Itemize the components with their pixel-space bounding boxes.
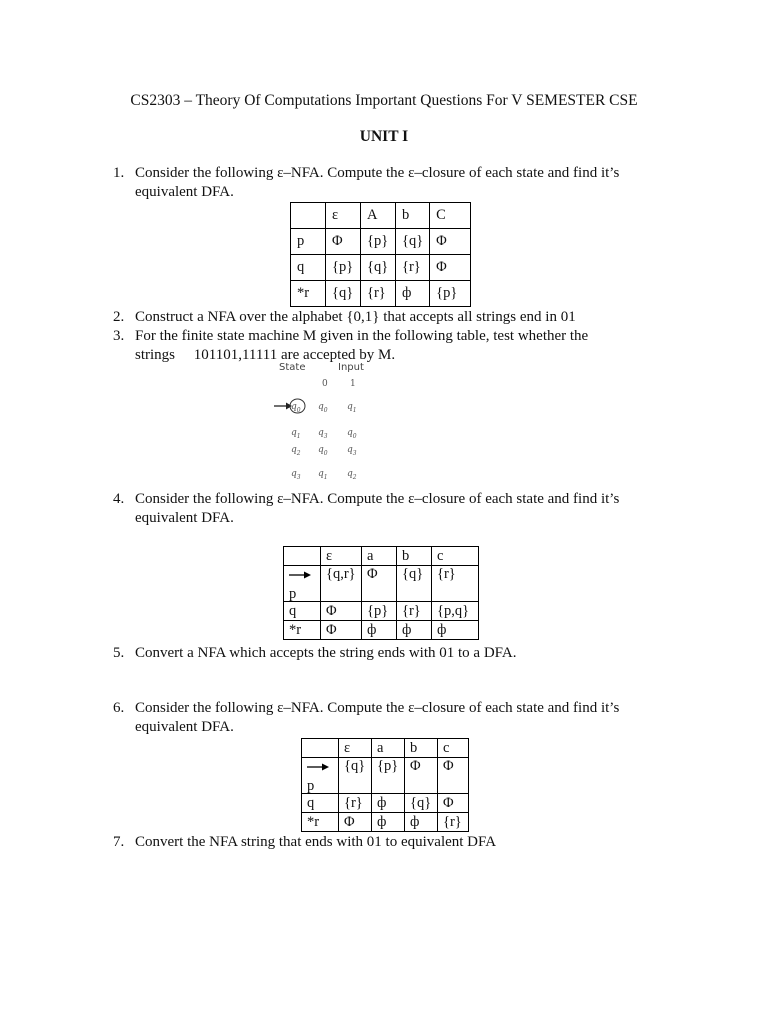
fsm-input-1: 1 [350, 379, 356, 389]
fsm-state-header: State [279, 362, 306, 373]
table-cell: {q} [326, 281, 361, 307]
table-cell: Φ [430, 229, 471, 255]
question-5-number: 5. [113, 645, 125, 661]
question-3-text: For the finite state machine M given in the following table, test whether the [135, 328, 589, 344]
question-6-text: Consider the following ε–NFA. Compute the ε–closure of each state and find it’s [135, 700, 620, 716]
table-cell: b [396, 203, 430, 229]
table-cell: {r} [438, 813, 469, 832]
question-2-number: 2. [113, 309, 125, 325]
table-cell: b [397, 547, 432, 566]
table-row [291, 229, 471, 255]
table-cell: Φ [405, 758, 438, 794]
fsm-state-q0: $q_0$ [291, 402, 301, 414]
table-cell: ф [362, 621, 397, 640]
table-cell: {q} [396, 229, 430, 255]
table-cell: ε [339, 739, 372, 758]
table-cell: {p,q} [432, 602, 479, 621]
page-title: CS2303 – Theory Of Computations Important Questions For V SEMESTER CSE [130, 92, 638, 109]
question-2-text: Construct a NFA over the alphabet {0,1} that accepts all strings end in 01 [135, 309, 576, 325]
table-row [302, 813, 469, 832]
table-cell [291, 203, 326, 229]
fsm-cell: $q_0$ [318, 445, 328, 457]
table-cell: q [291, 255, 326, 281]
table-cell: {p} [430, 281, 471, 307]
table-row [284, 547, 479, 566]
question-7-number: 7. [113, 834, 125, 850]
fsm-transition-table [272, 362, 372, 482]
table-row [291, 281, 471, 307]
table-cell: a [362, 547, 397, 566]
table-cell: {r} [339, 794, 372, 813]
fsm-input-0: 0 [322, 379, 328, 389]
table-cell: b [405, 739, 438, 758]
table-cell [284, 547, 321, 566]
table-cell: {r} [397, 602, 432, 621]
table-cell: *r [284, 621, 321, 640]
fsm-input-header: Input [338, 362, 364, 373]
fsm-cell: $q_0$ [318, 402, 328, 414]
question-1-text-cont: equivalent DFA. [135, 184, 234, 200]
table-cell: ф [396, 281, 430, 307]
question-3-number: 3. [113, 328, 125, 344]
table-cell: q [302, 794, 339, 813]
table-cell: {r} [432, 566, 479, 602]
fsm-state-q1: $q_1$ [291, 428, 301, 440]
table-cell: {p} [372, 758, 405, 794]
table-cell: {r} [361, 281, 396, 307]
table-cell: Φ [438, 794, 469, 813]
fsm-cell: $q_2$ [347, 469, 357, 481]
table-row [302, 794, 469, 813]
state-label: p [307, 778, 315, 794]
table-row [284, 566, 479, 602]
question-6-text-cont: equivalent DFA. [135, 719, 234, 735]
epsilon-nfa-table-1 [290, 202, 471, 307]
table-cell: Φ [321, 621, 362, 640]
table-cell: ф [397, 621, 432, 640]
table-cell: ф [372, 794, 405, 813]
question-4-text-cont: equivalent DFA. [135, 510, 234, 526]
table-cell: *r [291, 281, 326, 307]
question-1-text: Consider the following ε–NFA. Compute the ε–closure of each state and find it’s [135, 165, 620, 181]
table-row [284, 602, 479, 621]
table-cell: Φ [362, 566, 397, 602]
table-row [284, 621, 479, 640]
table-cell: C [430, 203, 471, 229]
table-cell: c [438, 739, 469, 758]
epsilon-nfa-table-2 [283, 546, 479, 640]
table-cell: {q,r} [321, 566, 362, 602]
question-4-text: Consider the following ε–NFA. Compute the ε–closure of each state and find it’s [135, 491, 620, 507]
table-cell: {p} [362, 602, 397, 621]
fsm-cell: $q_3$ [318, 428, 328, 440]
table-cell: ф [372, 813, 405, 832]
table-cell: Φ [438, 758, 469, 794]
table-cell: ε [321, 547, 362, 566]
state-label: p [289, 586, 297, 602]
table-row [302, 758, 469, 794]
question-1-number: 1. [113, 165, 125, 181]
table-row [291, 255, 471, 281]
table-cell: {q} [339, 758, 372, 794]
table-cell: A [361, 203, 396, 229]
table-cell: ε [326, 203, 361, 229]
question-4-number: 4. [113, 491, 125, 507]
table-cell: Φ [430, 255, 471, 281]
table-cell: Φ [326, 229, 361, 255]
start-arrow-icon [307, 762, 329, 772]
fsm-state-q3: $q_3$ [291, 469, 301, 481]
table-cell: {q} [361, 255, 396, 281]
table-cell: *r [302, 813, 339, 832]
question-6-number: 6. [113, 700, 125, 716]
table-cell: {q} [397, 566, 432, 602]
question-3-text-cont: strings 101101,11111 are accepted by M. [135, 347, 396, 363]
table-cell: Φ [339, 813, 372, 832]
table-row [302, 739, 469, 758]
table-cell: Φ [321, 602, 362, 621]
fsm-cell: $q_3$ [347, 445, 357, 457]
epsilon-nfa-table-3 [301, 738, 469, 832]
table-row [291, 203, 471, 229]
table-cell: a [372, 739, 405, 758]
unit-heading: UNIT I [359, 128, 409, 145]
fsm-cell: $q_1$ [347, 402, 357, 414]
table-cell: {r} [396, 255, 430, 281]
table-cell: c [432, 547, 479, 566]
start-arrow-icon [289, 570, 311, 580]
table-cell: p [291, 229, 326, 255]
question-7-text: Convert the NFA string that ends with 01 to equivalent DFA [135, 834, 497, 850]
table-cell [284, 566, 321, 602]
table-cell [302, 758, 339, 794]
table-cell: ф [405, 813, 438, 832]
question-5-text: Convert a NFA which accepts the string ends with 01 to a DFA. [135, 645, 517, 661]
fsm-cell: $q_0$ [347, 428, 357, 440]
table-cell: {q} [405, 794, 438, 813]
fsm-state-q2: $q_2$ [291, 445, 301, 457]
table-cell: q [284, 602, 321, 621]
table-cell: ф [432, 621, 479, 640]
fsm-cell: $q_1$ [318, 469, 328, 481]
table-cell [302, 739, 339, 758]
table-cell: {p} [361, 229, 396, 255]
table-cell: {p} [326, 255, 361, 281]
